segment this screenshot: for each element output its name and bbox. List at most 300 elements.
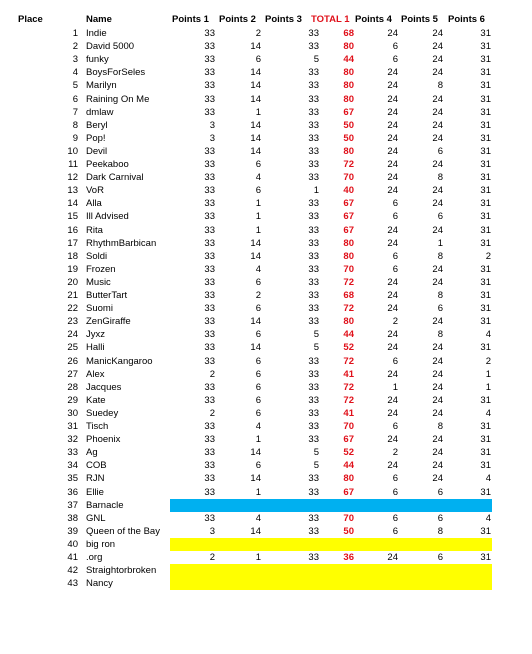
cell-p2[interactable]: 14	[250, 473, 261, 485]
cell-p6[interactable]: 31	[480, 460, 491, 472]
cell-p4[interactable]: 6	[392, 525, 398, 537]
cell-name[interactable]: Soldi	[86, 250, 108, 262]
cell-p2[interactable]: 6	[255, 394, 261, 406]
cell-total[interactable]: 67	[343, 211, 354, 223]
cell-p3[interactable]: 1	[313, 185, 319, 197]
cell-p6[interactable]: 1	[485, 381, 491, 393]
cell-place[interactable]: 23	[67, 316, 78, 328]
cell-name[interactable]: RJN	[86, 473, 105, 485]
cell-p2[interactable]: 6	[255, 159, 261, 170]
cell-p2[interactable]: 6	[255, 329, 261, 341]
cell-p1[interactable]: 33	[204, 355, 215, 367]
cell-p1[interactable]: 33	[204, 421, 215, 432]
cell-total[interactable]: 68	[343, 28, 354, 39]
cell-place[interactable]: 16	[67, 224, 78, 236]
cell-total[interactable]: 50	[343, 132, 354, 144]
cell-name[interactable]: VoR	[86, 185, 104, 197]
cell-place[interactable]: 5	[72, 80, 78, 92]
cell-p4[interactable]: 6	[392, 198, 398, 210]
cell-p3[interactable]: 33	[308, 525, 319, 537]
header-total-1[interactable]: TOTAL 1	[311, 14, 350, 25]
cell-p1[interactable]: 33	[204, 381, 215, 393]
cell-p2[interactable]: 1	[255, 552, 261, 563]
cell-p3[interactable]: 33	[308, 80, 319, 92]
cell-p4[interactable]: 24	[387, 394, 398, 406]
cell-p5[interactable]: 8	[437, 329, 443, 341]
cell-name[interactable]: Kate	[86, 394, 106, 406]
cell-p5[interactable]: 24	[432, 381, 443, 393]
cell-p5[interactable]: 24	[432, 224, 443, 236]
cell-p4[interactable]: 1	[392, 381, 398, 393]
cell-p3[interactable]: 33	[308, 67, 319, 79]
cell-place[interactable]: 13	[67, 185, 78, 197]
header-points-6[interactable]: Points 6	[448, 14, 485, 25]
cell-p2[interactable]: 2	[255, 290, 261, 301]
cell-p3[interactable]: 33	[308, 381, 319, 393]
cell-p2[interactable]: 14	[250, 80, 261, 92]
cell-p6[interactable]: 31	[480, 224, 491, 236]
cell-p1[interactable]: 3	[209, 525, 215, 537]
cell-name[interactable]: Phoenix	[86, 434, 121, 446]
cell-p4[interactable]: 24	[387, 342, 398, 354]
cell-place[interactable]: 26	[67, 355, 78, 367]
cell-p5[interactable]: 24	[432, 159, 443, 170]
cell-p5[interactable]: 8	[437, 525, 443, 537]
cell-p5[interactable]: 8	[437, 250, 443, 262]
cell-name[interactable]: Suedey	[86, 407, 119, 419]
cell-p2[interactable]: 14	[250, 250, 261, 262]
cell-p4[interactable]: 6	[392, 486, 398, 498]
cell-p2[interactable]: 14	[250, 93, 261, 105]
cell-p2[interactable]: 6	[255, 460, 261, 472]
cell-place[interactable]: 18	[67, 250, 78, 262]
cell-place[interactable]: 3	[72, 54, 78, 66]
cell-place[interactable]: 37	[67, 499, 78, 511]
cell-place[interactable]: 9	[72, 132, 78, 144]
cell-name[interactable]: Barnacle	[86, 499, 124, 511]
cell-p4[interactable]: 6	[392, 211, 398, 223]
cell-p1[interactable]: 33	[204, 394, 215, 406]
cell-p1[interactable]: 33	[204, 316, 215, 328]
cell-total[interactable]: 36	[343, 552, 354, 563]
cell-p3[interactable]: 33	[308, 237, 319, 249]
cell-name[interactable]: Frozen	[86, 263, 116, 275]
cell-p4[interactable]: 24	[387, 224, 398, 236]
cell-total[interactable]: 70	[343, 512, 354, 524]
cell-p1[interactable]: 33	[204, 237, 215, 249]
cell-p3[interactable]: 33	[308, 512, 319, 524]
cell-p5[interactable]: 24	[432, 355, 443, 367]
cell-total[interactable]: 67	[343, 106, 354, 118]
cell-total[interactable]: 72	[343, 355, 354, 367]
cell-total[interactable]: 80	[343, 473, 354, 485]
cell-p3[interactable]: 33	[308, 421, 319, 432]
cell-name[interactable]: ButterTart	[86, 290, 128, 301]
cell-place[interactable]: 35	[67, 473, 78, 485]
cell-p1[interactable]: 33	[204, 473, 215, 485]
cell-p2[interactable]: 1	[255, 198, 261, 210]
cell-p5[interactable]: 24	[432, 28, 443, 39]
cell-p2[interactable]: 14	[250, 67, 261, 79]
cell-name[interactable]: Ellie	[86, 486, 104, 498]
cell-p1[interactable]: 33	[204, 80, 215, 92]
cell-name[interactable]: Jacques	[86, 381, 122, 393]
cell-place[interactable]: 8	[72, 119, 78, 131]
cell-name[interactable]: Marilyn	[86, 80, 117, 92]
cell-p2[interactable]: 6	[255, 355, 261, 367]
cell-p3[interactable]: 33	[308, 552, 319, 563]
cell-place[interactable]: 20	[67, 276, 78, 288]
cell-p2[interactable]: 4	[255, 421, 261, 432]
cell-p2[interactable]: 14	[250, 525, 261, 537]
cell-p5[interactable]: 8	[437, 421, 443, 432]
cell-p6[interactable]: 31	[480, 263, 491, 275]
cell-place[interactable]: 43	[67, 578, 78, 590]
cell-name[interactable]: Dark Carnival	[86, 172, 144, 184]
cell-p3[interactable]: 33	[308, 473, 319, 485]
cell-p5[interactable]: 24	[432, 93, 443, 105]
cell-name[interactable]: Halli	[86, 342, 105, 354]
cell-p6[interactable]: 31	[480, 316, 491, 328]
cell-total[interactable]: 44	[343, 460, 354, 472]
cell-p6[interactable]: 31	[480, 132, 491, 144]
cell-p2[interactable]: 2	[255, 28, 261, 39]
cell-name[interactable]: big ron	[86, 538, 116, 550]
cell-p3[interactable]: 33	[308, 434, 319, 446]
cell-p5[interactable]: 8	[437, 80, 443, 92]
cell-total[interactable]: 40	[343, 185, 354, 197]
cell-p5[interactable]: 6	[437, 486, 443, 498]
cell-p1[interactable]: 3	[209, 132, 215, 144]
cell-p4[interactable]: 6	[392, 355, 398, 367]
cell-p2[interactable]: 1	[255, 211, 261, 223]
cell-p4[interactable]: 24	[387, 303, 398, 315]
cell-total[interactable]: 72	[343, 381, 354, 393]
cell-p6[interactable]: 1	[485, 368, 491, 380]
cell-p5[interactable]: 24	[432, 368, 443, 380]
cell-p1[interactable]: 2	[209, 368, 215, 380]
cell-p1[interactable]: 33	[204, 172, 215, 184]
cell-place[interactable]: 28	[67, 381, 78, 393]
cell-p5[interactable]: 24	[432, 132, 443, 144]
cell-p1[interactable]: 33	[204, 54, 215, 66]
cell-name[interactable]: Rita	[86, 224, 103, 236]
cell-p3[interactable]: 33	[308, 28, 319, 39]
cell-p4[interactable]: 24	[387, 276, 398, 288]
cell-name[interactable]: ZenGiraffe	[86, 316, 131, 328]
cell-p3[interactable]: 33	[308, 106, 319, 118]
cell-p4[interactable]: 6	[392, 421, 398, 432]
cell-total[interactable]: 67	[343, 224, 354, 236]
cell-p3[interactable]: 33	[308, 290, 319, 301]
cell-p1[interactable]: 3	[209, 119, 215, 131]
cell-p5[interactable]: 6	[437, 512, 443, 524]
cell-p6[interactable]: 31	[480, 525, 491, 537]
cell-total[interactable]: 80	[343, 93, 354, 105]
cell-p3[interactable]: 5	[313, 342, 319, 354]
cell-p4[interactable]: 24	[387, 290, 398, 301]
cell-p4[interactable]: 24	[387, 159, 398, 170]
cell-total[interactable]: 44	[343, 54, 354, 66]
cell-p1[interactable]: 33	[204, 185, 215, 197]
cell-name[interactable]: Alla	[86, 198, 102, 210]
cell-name[interactable]: COB	[86, 460, 107, 472]
cell-name[interactable]: David 5000	[86, 41, 135, 53]
cell-p6[interactable]: 4	[485, 329, 491, 341]
cell-p2[interactable]: 6	[255, 407, 261, 419]
cell-p5[interactable]: 24	[432, 434, 443, 446]
cell-p2[interactable]: 4	[255, 172, 261, 184]
cell-place[interactable]: 31	[67, 421, 78, 432]
cell-total[interactable]: 70	[343, 421, 354, 432]
cell-name[interactable]: Pop!	[86, 132, 106, 144]
cell-p5[interactable]: 6	[437, 145, 443, 157]
cell-p6[interactable]: 31	[480, 80, 491, 92]
cell-p2[interactable]: 14	[250, 132, 261, 144]
cell-p5[interactable]: 8	[437, 290, 443, 301]
cell-p2[interactable]: 6	[255, 368, 261, 380]
cell-p3[interactable]: 33	[308, 368, 319, 380]
cell-name[interactable]: Tisch	[86, 421, 109, 432]
cell-name[interactable]: Music	[86, 276, 111, 288]
cell-p6[interactable]: 4	[485, 473, 491, 485]
cell-p1[interactable]: 33	[204, 329, 215, 341]
cell-p1[interactable]: 33	[204, 290, 215, 301]
cell-name[interactable]: Indie	[86, 28, 107, 39]
cell-p1[interactable]: 33	[204, 276, 215, 288]
cell-place[interactable]: 21	[67, 290, 78, 301]
cell-p3[interactable]: 33	[308, 132, 319, 144]
cell-p3[interactable]: 33	[308, 224, 319, 236]
cell-place[interactable]: 34	[67, 460, 78, 472]
cell-p2[interactable]: 14	[250, 316, 261, 328]
cell-p5[interactable]: 1	[437, 237, 443, 249]
cell-p5[interactable]: 24	[432, 407, 443, 419]
cell-place[interactable]: 1	[72, 28, 78, 39]
cell-p2[interactable]: 14	[250, 237, 261, 249]
cell-p2[interactable]: 14	[250, 41, 261, 53]
cell-p1[interactable]: 2	[209, 552, 215, 563]
cell-p5[interactable]: 24	[432, 263, 443, 275]
cell-name[interactable]: Jyxz	[86, 329, 105, 341]
cell-place[interactable]: 40	[67, 538, 78, 550]
cell-total[interactable]: 52	[343, 342, 354, 354]
cell-place[interactable]: 25	[67, 342, 78, 354]
cell-total[interactable]: 80	[343, 145, 354, 157]
cell-place[interactable]: 30	[67, 407, 78, 419]
cell-p3[interactable]: 33	[308, 159, 319, 170]
cell-p4[interactable]: 6	[392, 512, 398, 524]
cell-total[interactable]: 72	[343, 394, 354, 406]
cell-p4[interactable]: 24	[387, 460, 398, 472]
cell-p4[interactable]: 24	[387, 80, 398, 92]
cell-p5[interactable]: 6	[437, 552, 443, 563]
cell-p3[interactable]: 33	[308, 198, 319, 210]
cell-p5[interactable]: 24	[432, 41, 443, 53]
cell-p2[interactable]: 4	[255, 263, 261, 275]
cell-p5[interactable]: 24	[432, 316, 443, 328]
cell-p4[interactable]: 24	[387, 145, 398, 157]
cell-name[interactable]: Beryl	[86, 119, 108, 131]
cell-p2[interactable]: 4	[255, 512, 261, 524]
cell-total[interactable]: 41	[343, 368, 354, 380]
cell-p6[interactable]: 31	[480, 421, 491, 432]
cell-total[interactable]: 67	[343, 198, 354, 210]
header-points-1[interactable]: Points 1	[172, 14, 209, 25]
cell-p5[interactable]: 24	[432, 342, 443, 354]
cell-p4[interactable]: 24	[387, 106, 398, 118]
cell-place[interactable]: 29	[67, 394, 78, 406]
cell-p4[interactable]: 24	[387, 329, 398, 341]
cell-p6[interactable]: 31	[480, 93, 491, 105]
cell-p4[interactable]: 24	[387, 368, 398, 380]
cell-name[interactable]: ManicKangaroo	[86, 355, 153, 367]
cell-p4[interactable]: 24	[387, 552, 398, 563]
cell-p5[interactable]: 24	[432, 198, 443, 210]
cell-p5[interactable]: 6	[437, 211, 443, 223]
cell-p3[interactable]: 33	[308, 355, 319, 367]
cell-total[interactable]: 80	[343, 316, 354, 328]
cell-p1[interactable]: 33	[204, 106, 215, 118]
cell-p2[interactable]: 14	[250, 119, 261, 131]
cell-p1[interactable]: 33	[204, 211, 215, 223]
cell-p6[interactable]: 31	[480, 145, 491, 157]
cell-p6[interactable]: 31	[480, 185, 491, 197]
cell-p5[interactable]: 6	[437, 303, 443, 315]
cell-p3[interactable]: 33	[308, 276, 319, 288]
cell-place[interactable]: 15	[67, 211, 78, 223]
cell-name[interactable]: Queen of the Bay	[86, 525, 160, 537]
cell-place[interactable]: 36	[67, 486, 78, 498]
cell-p6[interactable]: 31	[480, 552, 491, 563]
header-points-4[interactable]: Points 4	[355, 14, 392, 25]
cell-p1[interactable]: 33	[204, 434, 215, 446]
cell-p5[interactable]: 24	[432, 119, 443, 131]
cell-p3[interactable]: 33	[308, 41, 319, 53]
cell-place[interactable]: 38	[67, 512, 78, 524]
cell-p4[interactable]: 2	[392, 447, 398, 459]
cell-place[interactable]: 33	[67, 447, 78, 459]
cell-p2[interactable]: 14	[250, 145, 261, 157]
cell-p6[interactable]: 31	[480, 106, 491, 118]
cell-total[interactable]: 67	[343, 434, 354, 446]
cell-p4[interactable]: 24	[387, 434, 398, 446]
cell-name[interactable]: Devil	[86, 145, 108, 157]
cell-name[interactable]: .org	[86, 552, 103, 563]
cell-total[interactable]: 72	[343, 276, 354, 288]
cell-p3[interactable]: 33	[308, 407, 319, 419]
cell-p5[interactable]: 24	[432, 276, 443, 288]
cell-p2[interactable]: 1	[255, 224, 261, 236]
cell-place[interactable]: 17	[67, 237, 78, 249]
cell-total[interactable]: 80	[343, 237, 354, 249]
cell-total[interactable]: 41	[343, 407, 354, 419]
cell-p4[interactable]: 2	[392, 316, 398, 328]
cell-name[interactable]: Alex	[86, 368, 105, 380]
header-place[interactable]: Place	[18, 14, 43, 25]
cell-p1[interactable]: 33	[204, 250, 215, 262]
cell-p6[interactable]: 31	[480, 303, 491, 315]
cell-p6[interactable]: 31	[480, 447, 491, 459]
cell-p3[interactable]: 33	[308, 211, 319, 223]
cell-p1[interactable]: 33	[204, 198, 215, 210]
cell-p3[interactable]: 5	[313, 447, 319, 459]
cell-name[interactable]: GNL	[86, 512, 106, 524]
cell-p3[interactable]: 5	[313, 329, 319, 341]
cell-p1[interactable]: 33	[204, 512, 215, 524]
cell-p1[interactable]: 33	[204, 41, 215, 53]
cell-p1[interactable]: 33	[204, 303, 215, 315]
cell-p2[interactable]: 6	[255, 54, 261, 66]
cell-p1[interactable]: 33	[204, 447, 215, 459]
cell-p3[interactable]: 33	[308, 486, 319, 498]
cell-p1[interactable]: 33	[204, 67, 215, 79]
cell-p3[interactable]: 33	[308, 316, 319, 328]
cell-total[interactable]: 50	[343, 119, 354, 131]
cell-p6[interactable]: 31	[480, 290, 491, 301]
cell-p4[interactable]: 24	[387, 132, 398, 144]
cell-place[interactable]: 42	[67, 565, 78, 577]
cell-name[interactable]: BoysForSeles	[86, 67, 146, 79]
header-points-2[interactable]: Points 2	[219, 14, 256, 25]
cell-total[interactable]: 72	[343, 303, 354, 315]
cell-p4[interactable]: 24	[387, 185, 398, 197]
cell-place[interactable]: 39	[67, 525, 78, 537]
cell-p2[interactable]: 14	[250, 447, 261, 459]
cell-name[interactable]: Peekaboo	[86, 159, 129, 170]
cell-name[interactable]: RhythmBarbican	[86, 237, 157, 249]
cell-p3[interactable]: 33	[308, 145, 319, 157]
cell-p1[interactable]: 33	[204, 145, 215, 157]
cell-total[interactable]: 44	[343, 329, 354, 341]
cell-place[interactable]: 2	[72, 41, 78, 53]
cell-name[interactable]: dmlaw	[86, 106, 114, 118]
cell-p5[interactable]: 24	[432, 106, 443, 118]
cell-total[interactable]: 70	[343, 263, 354, 275]
cell-p1[interactable]: 33	[204, 486, 215, 498]
cell-p4[interactable]: 24	[387, 28, 398, 39]
cell-name[interactable]: Nancy	[86, 578, 113, 590]
cell-p2[interactable]: 1	[255, 106, 261, 118]
cell-p6[interactable]: 31	[480, 237, 491, 249]
cell-place[interactable]: 19	[67, 263, 78, 275]
cell-p5[interactable]: 24	[432, 460, 443, 472]
cell-total[interactable]: 67	[343, 486, 354, 498]
cell-p4[interactable]: 6	[392, 473, 398, 485]
cell-name[interactable]: Raining On Me	[86, 93, 150, 105]
cell-p4[interactable]: 6	[392, 54, 398, 66]
cell-place[interactable]: 12	[67, 172, 78, 184]
cell-name[interactable]: funky	[86, 54, 109, 66]
cell-p1[interactable]: 33	[204, 224, 215, 236]
cell-p6[interactable]: 31	[480, 172, 491, 184]
cell-place[interactable]: 7	[72, 106, 78, 118]
cell-place[interactable]: 41	[67, 552, 78, 563]
cell-total[interactable]: 72	[343, 159, 354, 170]
cell-p5[interactable]: 24	[432, 185, 443, 197]
cell-p6[interactable]: 2	[485, 355, 491, 367]
cell-place[interactable]: 11	[68, 159, 78, 170]
cell-p4[interactable]: 24	[387, 172, 398, 184]
cell-p6[interactable]: 31	[480, 342, 491, 354]
cell-p5[interactable]: 24	[432, 473, 443, 485]
cell-place[interactable]: 14	[67, 198, 78, 210]
cell-p6[interactable]: 31	[480, 434, 491, 446]
cell-p1[interactable]: 33	[204, 263, 215, 275]
cell-place[interactable]: 32	[67, 434, 78, 446]
cell-p6[interactable]: 31	[480, 276, 491, 288]
cell-p2[interactable]: 6	[255, 303, 261, 315]
